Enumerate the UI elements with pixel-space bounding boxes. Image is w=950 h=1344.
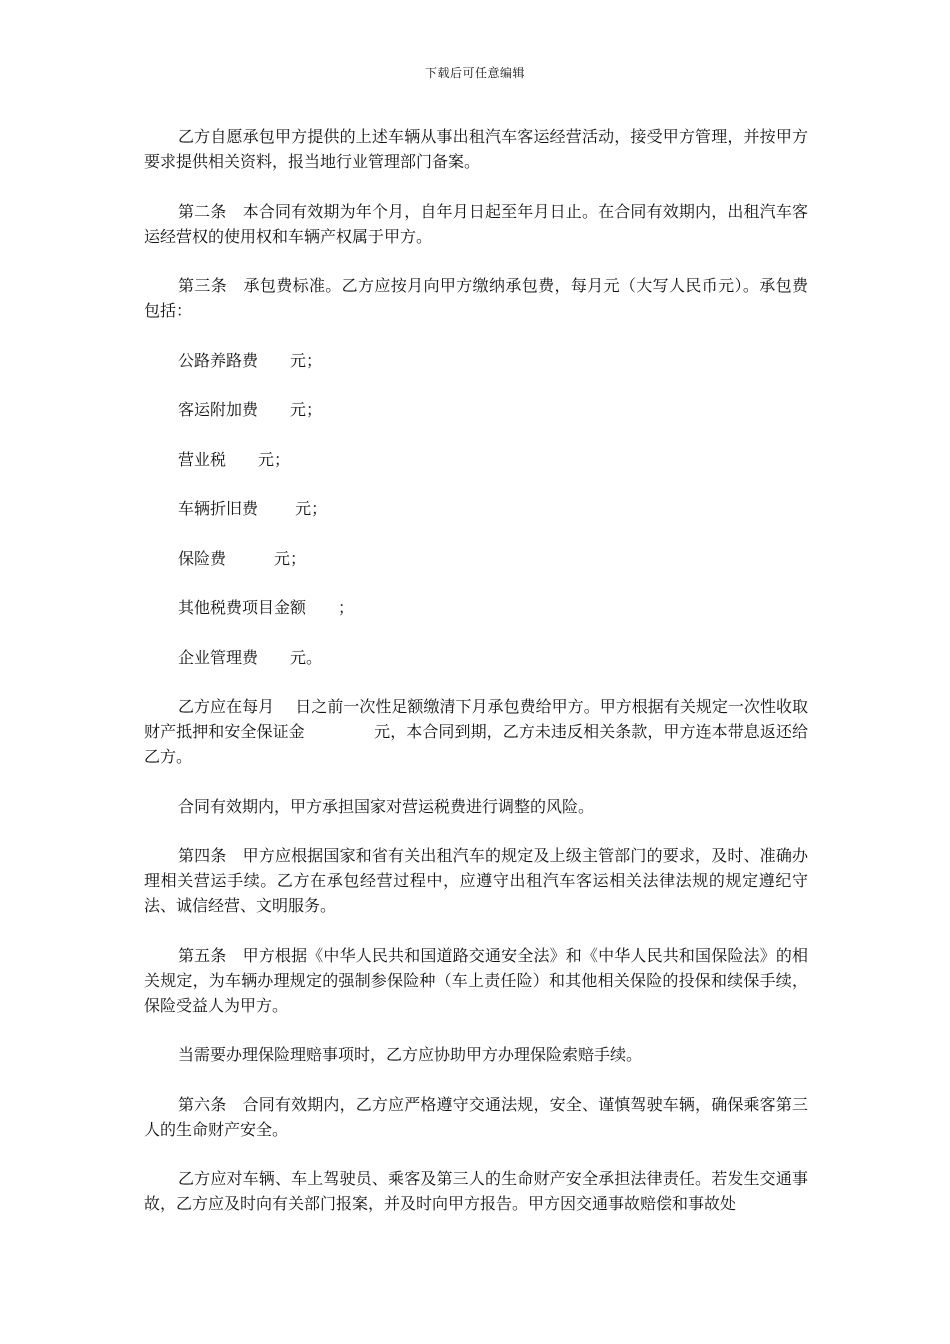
paragraph: 乙方自愿承包甲方提供的上述车辆从事出租汽车客运经营活动，接受甲方管理，并按甲方要求提供相关资料，报当地行业管理部门备案。 <box>144 127 808 171</box>
page-header: 下载后可任意编辑 <box>424 66 525 80</box>
paragraph-article-5: 第五条 甲方根据《中华人民共和国道路交通安全法》和《中华人民共和国保险法》的相关规定，为车辆办理规定的强制参保险种（车上责任险）和其他相关保险的投保和续保手续，保险受益人为甲方。 <box>144 945 808 1015</box>
paragraph-article-2: 第二条 本合同有效期为年个月，自年月日起至年月日止。在合同有效期内，出租汽车客运经营权的使用权和车辆产权属于甲方。 <box>144 201 808 246</box>
fee-item-management: 企业管理费 元。 <box>178 647 323 667</box>
paragraph-insurance-claims: 当需要办理保险理赔事项时，乙方应协助甲方办理保险索赔手续。 <box>178 1045 643 1064</box>
fee-item-business-tax: 营业税 元； <box>178 449 291 469</box>
paragraph-article-3: 第三条 承包费标准。乙方应按月向甲方缴纳承包费，每月元（大写人民币元）。承包费包括： <box>144 276 808 320</box>
fee-item-road-maintenance: 公路养路费 元； <box>178 350 323 370</box>
fee-item-passenger-surcharge: 客运附加费 元； <box>178 400 323 419</box>
fee-item-depreciation: 车辆折旧费 元； <box>178 499 328 518</box>
paragraph-liability: 乙方应对车辆、车上驾驶员、乘客及第三人的生命财产安全承担法律责任。若发生交通事故，乙方应及时向有关部门报案，并及时向甲方报告。甲方因交通事故赔偿和事故处 <box>144 1169 808 1213</box>
paragraph-article-6: 第六条 合同有效期内，乙方应严格遵守交通法规，安全、谨慎驾驶车辆，确保乘客第三人的生命财产安全。 <box>144 1094 808 1139</box>
paragraph-article-4: 第四条 甲方应根据国家和省有关出租汽车的规定及上级主管部门的要求，及时、准确办理相关营运手续。乙方在承包经营过程中，应遵守出租汽车客运相关法律法规的规定遵纪守法、诚信经营、文明服务。 <box>144 846 808 915</box>
fee-item-other-taxes: 其他税费项目金额 ； <box>178 598 355 617</box>
document-body <box>144 124 808 1241</box>
paragraph-payment-deadline: 乙方应在每月 日之前一次性足额缴清下月承包费给甲方。甲方根据有关规定一次性收取财产抵押和安全保证金 元，本合同到期，乙方未违反相关条款，甲方连本带息返还给乙方。 <box>144 697 808 766</box>
fee-item-insurance: 保险费 元； <box>178 548 307 568</box>
paragraph-tax-risk: 合同有效期内，甲方承担国家对营运税费进行调整的风险。 <box>178 796 595 816</box>
